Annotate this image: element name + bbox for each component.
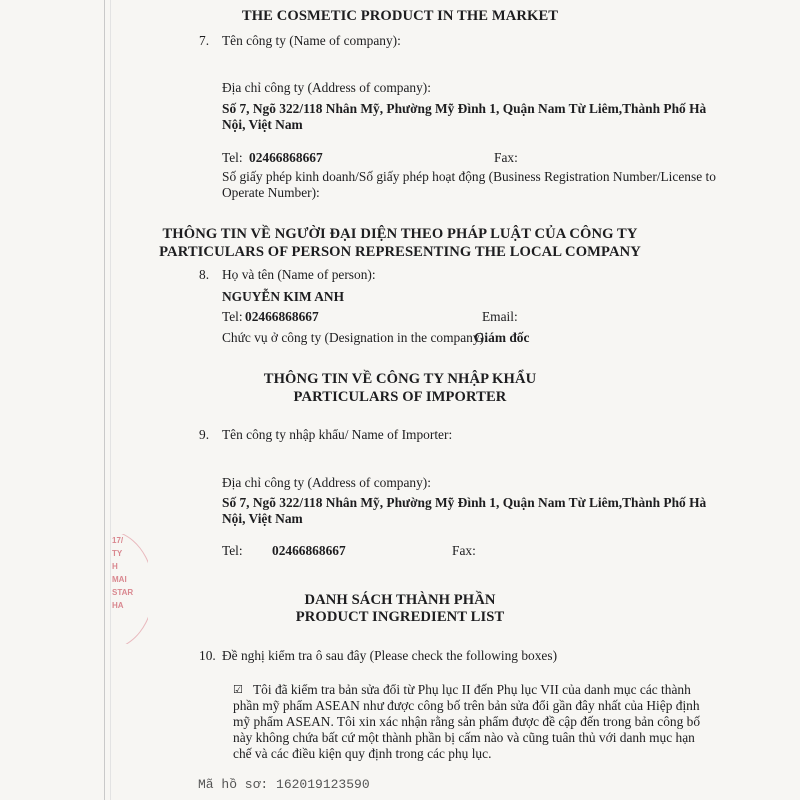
company-tel-label: Tel:: [222, 150, 243, 165]
stamp-ring: [112, 534, 148, 644]
importer-address-line1: Số 7, Ngõ 322/118 Nhân Mỹ, Phường Mỹ Đình 1, Quận Nam Từ Liêm,Thành Phố Hà: [222, 495, 707, 510]
checked-checkbox-icon: ☑: [233, 683, 243, 696]
stamp-text-5: STAR: [112, 588, 134, 597]
stamp-text-1: 17/: [112, 536, 124, 545]
stamp-text-4: MAI: [112, 575, 127, 584]
item-number-10: 10.: [199, 648, 216, 663]
importer-fax-label: Fax:: [452, 543, 476, 558]
record-number: Mã hồ sơ: 162019123590: [198, 777, 370, 792]
stamp-text-2: TY: [112, 549, 123, 558]
importer-tel: 02466868667: [272, 543, 346, 558]
representative-tel: 02466868667: [245, 309, 319, 324]
section-title-market: THE COSMETIC PRODUCT IN THE MARKET: [241, 8, 559, 24]
item-number-9: 9.: [199, 427, 210, 442]
check-instruction: Đề nghị kiểm tra ô sau đây (Please check the following boxes): [222, 648, 558, 663]
section-title-importer-en: PARTICULARS OF IMPORTER: [293, 389, 507, 405]
company-address-line1: Số 7, Ngõ 322/118 Nhân Mỹ, Phường Mỹ Đình 1, Quận Nam Từ Liêm,Thành Phố Hà: [222, 101, 707, 116]
company-stamp: [112, 534, 148, 644]
item-number-8: 8.: [199, 267, 210, 282]
representative-tel-label: Tel:: [222, 309, 243, 324]
section-title-representative-vi: THÔNG TIN VỀ NGƯỜI ĐẠI DIỆN THEO PHÁP LUẬT CỦA CÔNG TY: [162, 226, 638, 242]
importer-address-line2: Nội, Việt Nam: [222, 511, 303, 526]
check-statement-line2: phần mỹ phẩm ASEAN như được công bố trên bản sửa đổi gần đây nhất của Hiệp định: [233, 698, 700, 713]
importer-name-label: Tên công ty nhập khẩu/ Name of Importer:: [222, 427, 453, 442]
representative-email-label: Email:: [482, 309, 518, 324]
representative-designation-label: Chức vụ ở công ty (Designation in the company):: [222, 330, 488, 345]
check-statement-line3: mỹ phẩm ASEAN. Tôi xin xác nhận rằng sản phẩm được đề cập đến trong bản công bố: [233, 714, 701, 729]
item-number-7: 7.: [199, 33, 210, 48]
section-title-ingredients-en: PRODUCT INGREDIENT LIST: [295, 609, 505, 625]
representative-name: NGUYỄN KIM ANH: [222, 289, 345, 304]
section-title-representative-en: PARTICULARS OF PERSON REPRESENTING THE LOCAL COMPANY: [159, 244, 641, 260]
company-address-line2: Nội, Việt Nam: [222, 117, 303, 132]
importer-address-label: Địa chỉ công ty (Address of company):: [222, 475, 431, 490]
company-name-label: Tên công ty (Name of company):: [222, 33, 401, 48]
company-license-line1: Số giấy phép kinh doanh/Số giấy phép hoạt động (Business Registration Number/License to: [222, 169, 716, 184]
representative-designation: Giám đốc: [474, 330, 530, 345]
company-license-line2: Operate Number):: [222, 185, 320, 200]
importer-tel-label: Tel:: [222, 543, 243, 558]
representative-name-label: Họ và tên (Name of person):: [222, 267, 376, 282]
company-address-label: Địa chỉ công ty (Address of company):: [222, 80, 431, 95]
company-tel: 02466868667: [249, 150, 323, 165]
check-statement-line4: này không chứa bất cứ một thành phần bị cấm nào và cũng tuân thủ với danh mục hạn: [233, 730, 695, 745]
check-statement-line5: chế và các điều kiện quy định trong các phụ lục.: [233, 746, 492, 761]
company-fax-label: Fax:: [494, 150, 518, 165]
section-title-importer-vi: THÔNG TIN VỀ CÔNG TY NHẬP KHẨU: [263, 371, 537, 387]
check-statement-line1: Tôi đã kiểm tra bản sửa đổi từ Phụ lục II đến Phụ lục VII của danh mục các thành: [253, 682, 691, 697]
stamp-text-6: HA: [112, 601, 124, 610]
section-title-ingredients-vi: DANH SÁCH THÀNH PHẦN: [304, 592, 496, 608]
stamp-text-3: H: [112, 562, 118, 571]
